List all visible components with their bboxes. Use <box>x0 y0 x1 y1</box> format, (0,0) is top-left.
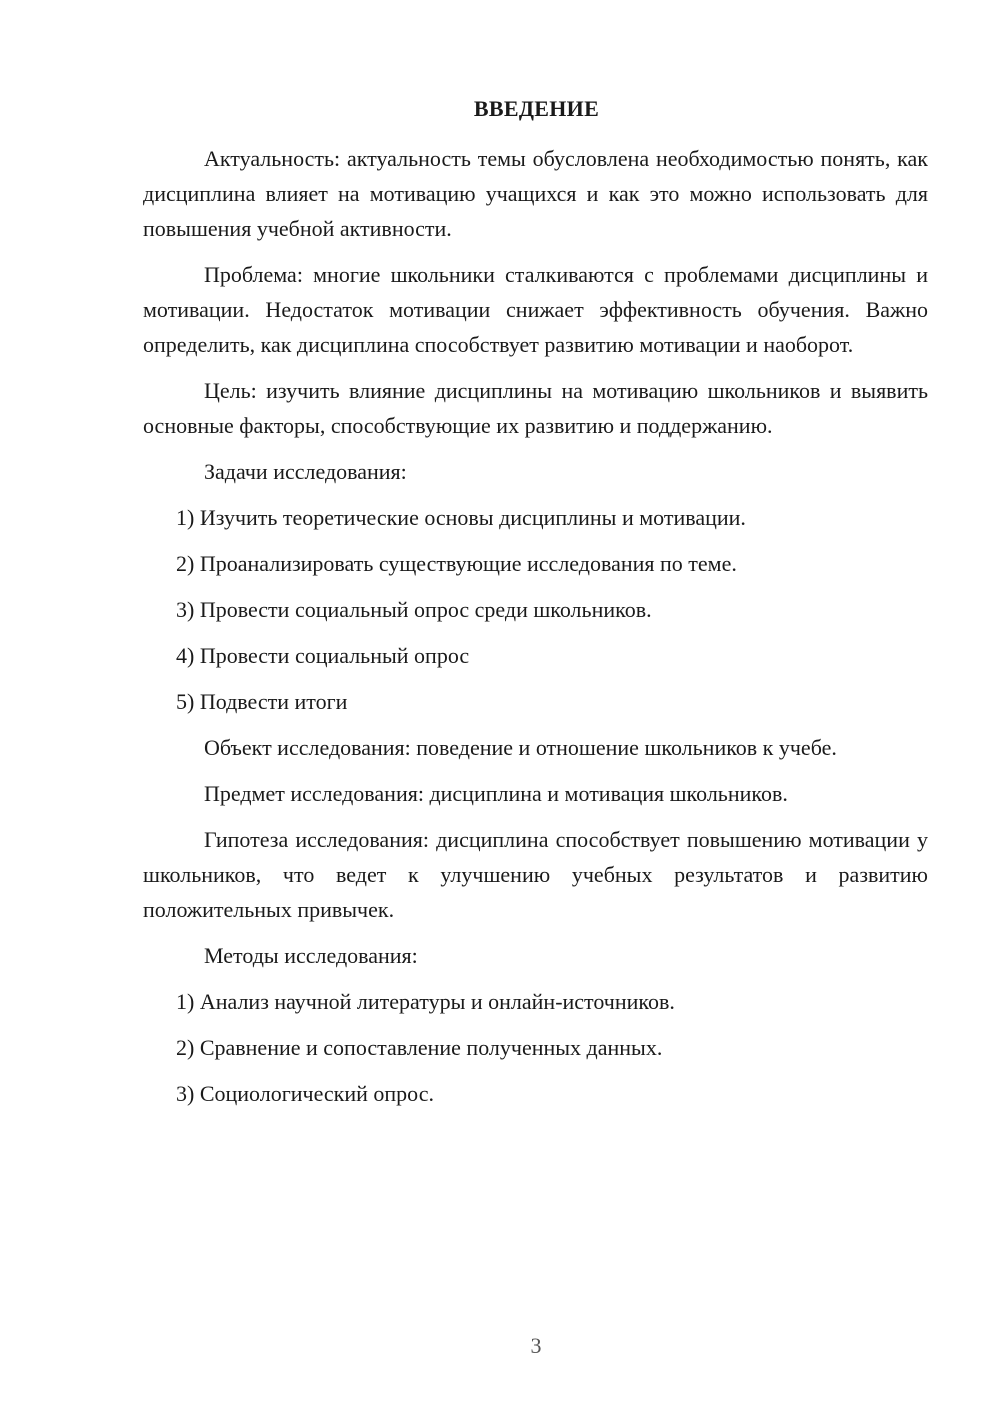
task-item: 5) Подвести итоги <box>176 689 348 714</box>
method-item: 2) Сравнение и сопоставление полученных данных. <box>176 1035 663 1060</box>
page-number: 3 <box>530 1333 542 1358</box>
task-item: 2) Проанализировать существующие исследования по теме. <box>176 551 737 576</box>
methods-heading: Методы исследования: <box>204 943 418 968</box>
paragraph-hypothesis: Гипотеза исследования: дисциплина способствует повышению мотивации у школьников, что ведет к улучшению учебных результатов и развитию положительных привычек. <box>143 827 928 922</box>
paragraph-object: Объект исследования: поведение и отношение школьников к учебе. <box>204 735 837 760</box>
paragraph-goal: Цель: изучить влияние дисциплины на мотивацию школьников и выявить основные факторы, способствующие их развитию и поддержанию. <box>143 378 928 438</box>
paragraph-problem: Проблема: многие школьники сталкиваются с проблемами дисциплины и мотивации. Недостаток мотивации снижает эффективность обучения. Важно определить, как дисциплина способствует развитию мотивации и наоборот. <box>143 262 928 357</box>
task-item: 4) Провести социальный опрос <box>176 643 470 668</box>
tasks-heading: Задачи исследования: <box>204 459 407 484</box>
paragraph-subject: Предмет исследования: дисциплина и мотивация школьников. <box>204 781 788 806</box>
method-item: 1) Анализ научной литературы и онлайн-источников. <box>176 989 675 1014</box>
task-item: 3) Провести социальный опрос среди школьников. <box>176 597 652 622</box>
paragraph-relevance: Актуальность: актуальность темы обусловлена необходимостью понять, как дисциплина влияет на мотивацию учащихся и как это можно использовать для повышения учебной активности. <box>143 146 928 241</box>
document-title: ВВЕДЕНИЕ <box>473 96 600 121</box>
task-item: 1) Изучить теоретические основы дисциплины и мотивации. <box>176 505 746 530</box>
method-item: 3) Социологический опрос. <box>176 1081 434 1106</box>
document-body <box>143 141 928 1122</box>
